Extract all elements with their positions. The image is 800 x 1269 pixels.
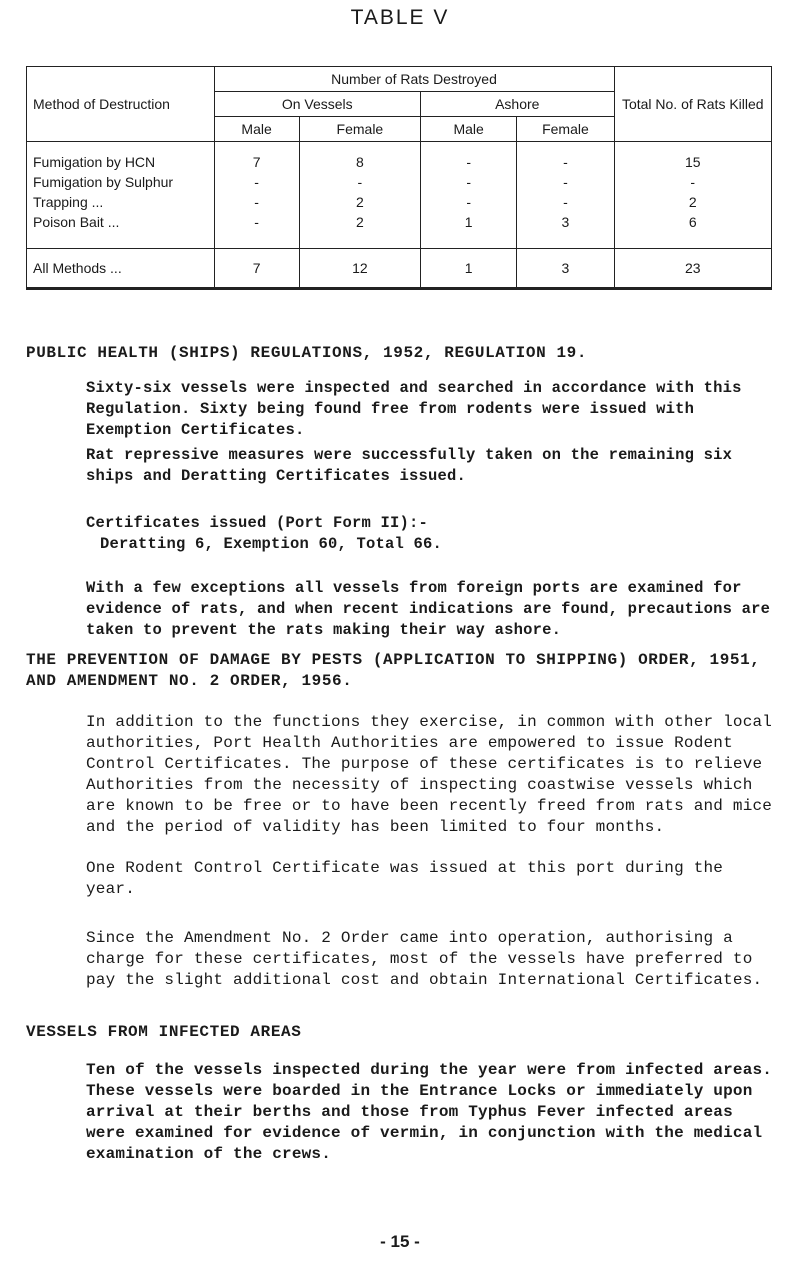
method-cell: Poison Bait ...	[27, 212, 215, 249]
pests-paragraph-1: In addition to the functions they exercise, in common with other local authorities, Port Health Authorities are empowered to issue Rodent Control Certificates. The purpose of these certificates is to relieve Authorities from the necessity of inspecting coastwise vessels which are known to be free or to have been recently freed from rats and mice and the period of validity has been limited to four months.	[86, 713, 773, 836]
regulation-paragraph-4: With a few exceptions all vessels from foreign ports are examined for evidence of rats, and when recent indications are found, precautions are taken to prevent the rats making their way ashore.	[86, 579, 771, 639]
method-cell: Fumigation by HCN	[27, 152, 215, 172]
table-row	[27, 212, 772, 249]
vessels-female-cell: -	[299, 172, 420, 192]
pests-heading: THE PREVENTION OF DAMAGE BY PESTS (APPLICATION TO SHIPPING) ORDER, 1951, AND AMENDMENT NO. 2 ORDER, 1956.	[26, 651, 761, 690]
vessels-male-cell: -	[214, 172, 299, 192]
ashore-male-cell: 1	[421, 249, 517, 289]
vessels-male-cell: -	[214, 192, 299, 212]
method-cell: Trapping ...	[27, 192, 215, 212]
ashore-female-cell: -	[517, 172, 614, 192]
vessels-female-cell: 12	[299, 249, 420, 289]
regulation-heading: PUBLIC HEALTH (SHIPS) REGULATIONS, 1952, REGULATION 19.	[26, 344, 588, 362]
total-cell: 6	[614, 212, 771, 249]
ashore-male-cell: -	[421, 192, 517, 212]
total-cell: -	[614, 172, 771, 192]
vessels-male-cell: 7	[214, 152, 299, 172]
infected-paragraph-1: Ten of the vessels inspected during the year were from infected areas. These vessels were boarded in the Entrance Locks or immediately upon arrival at their berths and those from Typhus Fever infected areas were examined for evidence of vermin, in conjunction with the medical examination of the crews.	[86, 1061, 773, 1163]
ashore-male-header: Male	[421, 117, 517, 142]
rats-destroyed-table	[26, 66, 772, 290]
ashore-male-cell: -	[421, 152, 517, 172]
vessels-male-cell: -	[214, 212, 299, 249]
certificates-issued	[86, 513, 800, 555]
ashore-female-header: Female	[517, 117, 614, 142]
certificates-line-1: Certificates issued (Port Form II):-	[86, 514, 429, 532]
vessels-female-cell: 2	[299, 212, 420, 249]
ashore-male-cell: -	[421, 172, 517, 192]
pests-paragraph-2: One Rodent Control Certificate was issued at this port during the year.	[86, 859, 724, 898]
ashore-male-cell: 1	[421, 212, 517, 249]
ashore-female-cell: 3	[517, 212, 614, 249]
table-row	[27, 192, 772, 212]
on-vessels-header: On Vessels	[214, 92, 421, 117]
total-header: Total No. of Rats Killed	[614, 67, 771, 142]
vessels-male-cell: 7	[214, 249, 299, 289]
table-row	[27, 152, 772, 172]
page-number: - 15 -	[380, 1232, 420, 1251]
number-destroyed-header: Number of Rats Destroyed	[214, 67, 614, 92]
pests-paragraph-3: Since the Amendment No. 2 Order came into operation, authorising a charge for these certificates, most of the vessels have preferred to pay the slight additional cost and obtain International Certificates.	[86, 929, 763, 989]
total-cell: 15	[614, 152, 771, 172]
vessels-female-cell: 8	[299, 152, 420, 172]
ashore-female-cell: 3	[517, 249, 614, 289]
method-cell: All Methods ...	[27, 249, 215, 289]
total-cell: 23	[614, 249, 771, 289]
totals-row	[27, 249, 772, 289]
method-cell: Fumigation by Sulphur	[27, 172, 215, 192]
vessels-female-header: Female	[299, 117, 420, 142]
infected-heading: VESSELS FROM INFECTED AREAS	[26, 1023, 302, 1041]
method-header: Method of Destruction	[27, 67, 215, 142]
table-title: TABLE V	[350, 6, 450, 29]
ashore-female-cell: -	[517, 192, 614, 212]
regulation-paragraph-2: Rat repressive measures were successfully taken on the remaining six ships and Deratting Certificates issued.	[86, 446, 733, 485]
ashore-female-cell: -	[517, 152, 614, 172]
vessels-female-cell: 2	[299, 192, 420, 212]
vessels-male-header: Male	[214, 117, 299, 142]
ashore-header: Ashore	[421, 92, 615, 117]
table-row	[27, 172, 772, 192]
total-cell: 2	[614, 192, 771, 212]
certificates-line-2: Deratting 6, Exemption 60, Total 66.	[100, 535, 443, 553]
regulation-paragraph-1: Sixty-six vessels were inspected and searched in accordance with this Regulation. Sixty being found free from rodents were issued with Exemption Certificates.	[86, 379, 742, 439]
